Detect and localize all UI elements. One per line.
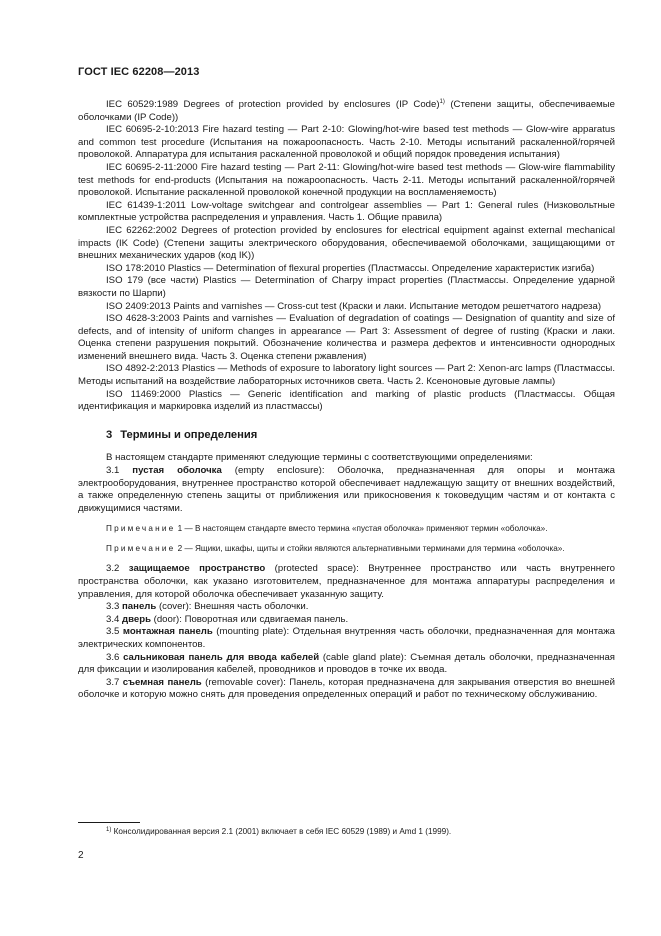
term-3-3: 3.3 панель (cover): Внешняя часть оболочки. [106, 601, 309, 613]
page-body [78, 96, 615, 702]
page-number: 2 [78, 850, 84, 861]
term-3-5: 3.5 монтажная панель (mounting plate): Отдельная внутренняя часть оболочки, предназначенная для монтажа электрических компонентов. [78, 626, 615, 650]
term-3-6: 3.6 сальниковая панель для ввода кабелей (cable gland plate): Съемная деталь оболочки, предназначенная для фиксации и изолирования кабелей, проводников и проводов в точке их ввода. [78, 651, 615, 676]
note-1: Примечание 1 — В настоящем стандарте вместо термина «пустая оболочка» применяют термин «оболочка». [106, 524, 548, 534]
footnote-divider [78, 822, 140, 823]
ref-iso-11469: ISO 11469:2000 Plastics — Generic identification and marking of plastic products (Пластмассы. Общая идентификация и маркировка изделий из пластмассы) [78, 388, 615, 413]
footnote-ref[interactable]: 1) [439, 99, 445, 105]
term-3-2: 3.2 защищаемое пространство (protected space): Внутреннее пространство или часть внутреннего пространства оболочки, как указано изготовителем, предназначенное для монтажа аппаратуры распределения и управления, для которой оболочка обеспечивает указанную защиту. [78, 563, 615, 600]
ref-iso-179: ISO 179 (все части) Plastics — Determination of Charpy impact properties (Пластмассы. Определение ударной вязкости по Шарпи) [78, 275, 615, 299]
page-header: ГОСТ IEC 62208—2013 [78, 66, 200, 78]
term-3-1: 3.1 пустая оболочка (empty enclosure): Оболочка, предназначенная для опоры и монтажа электрооборудования, внутреннее пространство которой обеспечивает надлежащую защиту от внешних воздействий, а также определенную степень защиты от приближения или прикосновения к токоведущим частям и от контакта с движущимися частями. [78, 465, 615, 514]
ref-iec-60529: IEC 60529:1989 Degrees of protection provided by enclosures (IP Code)$^{1)}$ (Степени защиты, обеспечиваемые оболочками (IP Code)) [78, 99, 615, 123]
section-heading: 3 Термины и определения [106, 428, 258, 441]
term-3-4: 3.4 дверь (door): Поворотная или сдвигаемая панель. [106, 613, 349, 625]
ref-iso-178: ISO 178:2010 Plastics — Determination of flexural properties (Пластмассы. Определение характеристик изгиба) [106, 262, 595, 274]
ref-iso-2409: ISO 2409:2013 Paints and varnishes — Cross-cut test (Краски и лаки. Испытание методом решетчатого надреза) [106, 300, 602, 312]
term-3-7: 3.7 съемная панель (removable cover): Панель, которая предназначена для закрывания отверстия во внешней оболочке и которую можно снять для проведения определенных операций и работ по техническому обслуживанию. [78, 676, 615, 701]
ref-iec-61439-1: IEC 61439-1:2011 Low-voltage switchgear and controlgear assemblies — Part 1: General rules (Низковольтные комплектные устройства распределения и управления. Часть 1. Общие правила) [78, 199, 615, 224]
ref-iec-60695-2-10: IEC 60695-2-10:2013 Fire hazard testing — Part 2-10: Glowing/hot-wire based test methods — Glow-wire apparatus and common test procedure (Испытания на пожароопасность. Часть 2-10. Методы испытаний раскаленной/горячей проволокой. Аппаратура для испытания раскаленной проволокой и общий порядок проведения испытания) [78, 124, 615, 161]
ref-iec-62262: IEC 62262:2002 Degrees of protection provided by enclosures for electrical equipment against external mechanical impacts (IK Code) (Степени защиты электрического оборудования, обеспечиваемой оболочками, защищающими от внешних механических ударов (код IK)) [78, 224, 615, 262]
ref-iso-4892-2: ISO 4892-2:2013 Plastics — Methods of exposure to laboratory light sources — Part 2: Xenon-arc lamps (Пластмассы. Методы испытаний на воздействие лабораторных источников света. Часть 2. Ксеноновые дуговые лампы) [78, 363, 615, 388]
footnote: $^{1)}$ Консолидированная версия 2.1 (2001) включает в себя IEC 60529 (1989) и Amd 1 (1999). [106, 827, 452, 836]
section-intro: В настоящем стандарте применяют следующие термины с соответствующими определениями: [106, 452, 533, 464]
ref-iec-60695-2-11: IEC 60695-2-11:2000 Fire hazard testing — Part 2-11: Glowing/hot-wire based test methods — Glow-wire flammability test methods for end-products (Испытания на пожароопасность. Часть 2-11. Методы испытаний раскаленной/горячей проволокой. Испытание раскаленной проволокой конечной продукции на воспламеняемость) [78, 161, 615, 199]
note-2: Примечание 2 — Ящики, шкафы, щиты и стойки являются альтернативными терминами для термина «оболочка». [106, 544, 565, 554]
ref-iso-4628-3: ISO 4628-3:2003 Paints and varnishes — Evaluation of degradation of coatings — Designation of quantity and size of defects, and of intensity of uniform changes in appearance — Part 3: Assessment of degree of rusting (Краски и лаки. Оценка степени разрушения покрытий. Обозначение количества и размера дефектов и интенсивности однородных изменений внешнего вида. Часть 3. Оценка степени ржавления) [78, 313, 615, 362]
